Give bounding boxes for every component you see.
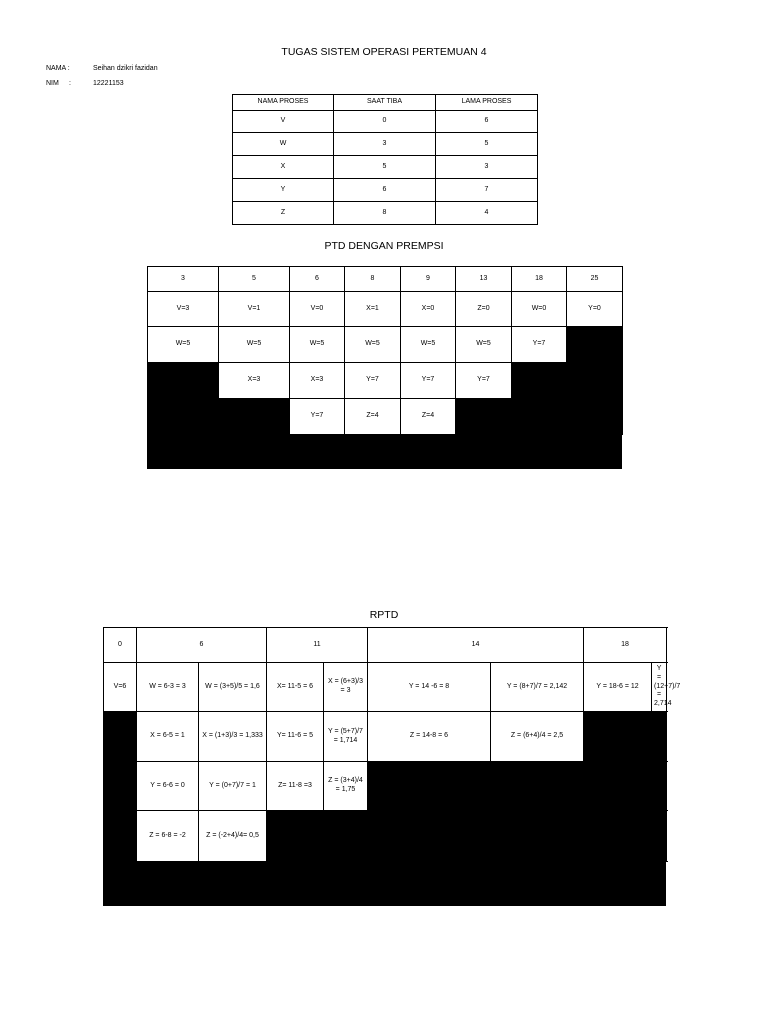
rptd-empty-cell xyxy=(368,762,491,811)
ptd-cell: V=1 xyxy=(219,292,290,327)
rptd-time-cell: 0 xyxy=(104,628,137,663)
rptd-cell: W = 6-3 = 3 xyxy=(137,663,199,712)
burst-cell: 3 xyxy=(436,156,538,179)
rptd-empty-cell xyxy=(584,712,652,762)
rptd-empty-cell xyxy=(584,811,652,862)
nim-colon: : xyxy=(69,80,71,87)
ptd-empty-cell xyxy=(512,363,567,399)
ptd-time-cell: 5 xyxy=(219,267,290,292)
rptd-cell: Y = 6-6 = 0 xyxy=(137,762,199,811)
rptd-empty-cell xyxy=(491,811,584,862)
arrival-cell: 0 xyxy=(334,111,436,133)
ptd-empty-cell xyxy=(148,399,219,435)
burst-cell: 5 xyxy=(436,133,538,156)
ptd-cell: Z=4 xyxy=(345,399,401,435)
ptd-cell: W=5 xyxy=(345,327,401,363)
rptd-title: RPTD xyxy=(369,609,399,621)
ptd-cell: W=0 xyxy=(512,292,567,327)
ptd-cell: W=5 xyxy=(148,327,219,363)
ptd-empty-cell xyxy=(512,399,567,435)
table-row xyxy=(233,202,538,225)
burst-cell: 7 xyxy=(436,179,538,202)
ptd-cell: W=5 xyxy=(219,327,290,363)
rptd-cell: X = (1+3)/3 = 1,333 xyxy=(199,712,267,762)
rptd-empty-cell xyxy=(104,762,137,811)
rptd-cell: Y = (5+7)/7 = 1,714 xyxy=(324,712,368,762)
rptd-cell: X= 11-5 = 6 xyxy=(267,663,324,712)
process-name-cell: Z xyxy=(233,202,334,225)
ptd-empty-cell xyxy=(219,399,290,435)
ptd-cell: W=5 xyxy=(401,327,456,363)
ptd-cell: Y=0 xyxy=(567,292,623,327)
ptd-cell: X=3 xyxy=(219,363,290,399)
rptd-cell: Y = (8+7)/7 = 2,142 xyxy=(491,663,584,712)
rptd-cell: Z = (-2+4)/4= 0,5 xyxy=(199,811,267,862)
rptd-empty-cell xyxy=(104,811,137,862)
ptd-time-cell: 8 xyxy=(345,267,401,292)
rptd-cell: Z = (6+4)/4 = 2,5 xyxy=(491,712,584,762)
page-title: TUGAS SISTEM OPERASI PERTEMUAN 4 xyxy=(281,46,487,58)
rptd-cell: Y = (0+7)/7 = 1 xyxy=(199,762,267,811)
process-table xyxy=(232,94,538,225)
arrival-cell: 3 xyxy=(334,133,436,156)
table-row xyxy=(233,179,538,202)
ptd-cell: X=3 xyxy=(290,363,345,399)
rptd-ratio-row xyxy=(104,663,667,712)
ptd-queue-row xyxy=(148,327,623,363)
ptd-empty-cell xyxy=(567,399,623,435)
ptd-cell: W=5 xyxy=(456,327,512,363)
process-name-cell: X xyxy=(233,156,334,179)
ptd-time-cell: 9 xyxy=(401,267,456,292)
rptd-empty-cell xyxy=(584,762,652,811)
rptd-cell: Y = 14 -6 = 8 xyxy=(368,663,491,712)
rptd-cell: Y = 18-6 = 12 xyxy=(584,663,652,712)
ptd-queue-row xyxy=(148,363,623,399)
process-name-cell: Y xyxy=(233,179,334,202)
rptd-empty-cell xyxy=(491,762,584,811)
table-row xyxy=(233,133,538,156)
ptd-queue-row xyxy=(148,399,623,435)
burst-cell: 6 xyxy=(436,111,538,133)
rptd-cell: X = 6-5 = 1 xyxy=(137,712,199,762)
ptd-empty-cell xyxy=(148,363,219,399)
ptd-cell: Y=7 xyxy=(401,363,456,399)
ptd-time-cell: 25 xyxy=(567,267,623,292)
rptd-cell: V=6 xyxy=(104,663,137,712)
ptd-time-cell: 6 xyxy=(290,267,345,292)
rptd-time-cell: 14 xyxy=(368,628,584,663)
rptd-ratio-row xyxy=(104,762,667,811)
ptd-time-cell: 3 xyxy=(148,267,219,292)
ptd-queue-row xyxy=(148,292,623,327)
ptd-cell: Z=0 xyxy=(456,292,512,327)
rptd-time-row xyxy=(104,628,667,663)
rptd-cell: Z = 14-8 = 6 xyxy=(368,712,491,762)
ptd-cell: Y=7 xyxy=(512,327,567,363)
ptd-empty-cell xyxy=(456,399,512,435)
process-header-burst: LAMA PROSES xyxy=(436,95,538,111)
process-name-cell: V xyxy=(233,111,334,133)
rptd-empty-cell xyxy=(324,811,368,862)
ptd-cell: Z=4 xyxy=(401,399,456,435)
arrival-cell: 6 xyxy=(334,179,436,202)
rptd-cell: Y= 11-6 = 5 xyxy=(267,712,324,762)
process-header-arrival: SAAT TIBA xyxy=(334,95,436,111)
rptd-ratio-row xyxy=(104,712,667,762)
rptd-cell: Y = (12+7)/7 = 2,714 xyxy=(652,663,667,712)
rptd-empty-cell xyxy=(104,712,137,762)
arrival-cell: 8 xyxy=(334,202,436,225)
ptd-table xyxy=(147,266,623,435)
ptd-cell: Y=7 xyxy=(456,363,512,399)
rptd-empty-cell xyxy=(652,762,667,811)
table-row xyxy=(233,156,538,179)
rptd-cell: Z = 6-8 = -2 xyxy=(137,811,199,862)
rptd-cell: X = (6+3)/3 = 3 xyxy=(324,663,368,712)
rptd-time-cell: 18 xyxy=(584,628,667,663)
ptd-empty-cell xyxy=(567,363,623,399)
burst-cell: 4 xyxy=(436,202,538,225)
nama-value: Seihan dzikri fazidan xyxy=(93,65,158,72)
ptd-cell: V=3 xyxy=(148,292,219,327)
rptd-empty-cell xyxy=(368,811,491,862)
nim-label: NIM xyxy=(46,80,59,87)
ptd-cell: X=1 xyxy=(345,292,401,327)
rptd-empty-cell xyxy=(652,712,667,762)
ptd-cell: Y=7 xyxy=(290,399,345,435)
table-row xyxy=(233,111,538,133)
rptd-cell: Z= 11-8 =3 xyxy=(267,762,324,811)
rptd-cell: W = (3+5)/5 = 1,6 xyxy=(199,663,267,712)
ptd-cell: X=0 xyxy=(401,292,456,327)
nama-label: NAMA : xyxy=(46,65,70,72)
rptd-empty-cell xyxy=(652,811,667,862)
rptd-time-cell: 6 xyxy=(137,628,267,663)
rptd-time-cell: 11 xyxy=(267,628,368,663)
ptd-cell: V=0 xyxy=(290,292,345,327)
ptd-time-row xyxy=(148,267,623,292)
process-header-name: NAMA PROSES xyxy=(233,95,334,111)
ptd-time-cell: 18 xyxy=(512,267,567,292)
process-name-cell: W xyxy=(233,133,334,156)
ptd-time-cell: 13 xyxy=(456,267,512,292)
ptd-title: PTD DENGAN PREMPSI xyxy=(324,240,444,252)
rptd-cell: Z = (3+4)/4 = 1,75 xyxy=(324,762,368,811)
rptd-empty-cell xyxy=(267,811,324,862)
ptd-cell: Y=7 xyxy=(345,363,401,399)
rptd-table xyxy=(103,627,681,862)
ptd-empty-cell xyxy=(567,327,623,363)
nim-value: 12221153 xyxy=(93,80,124,87)
ptd-cell: W=5 xyxy=(290,327,345,363)
rptd-ratio-row xyxy=(104,811,667,862)
arrival-cell: 5 xyxy=(334,156,436,179)
